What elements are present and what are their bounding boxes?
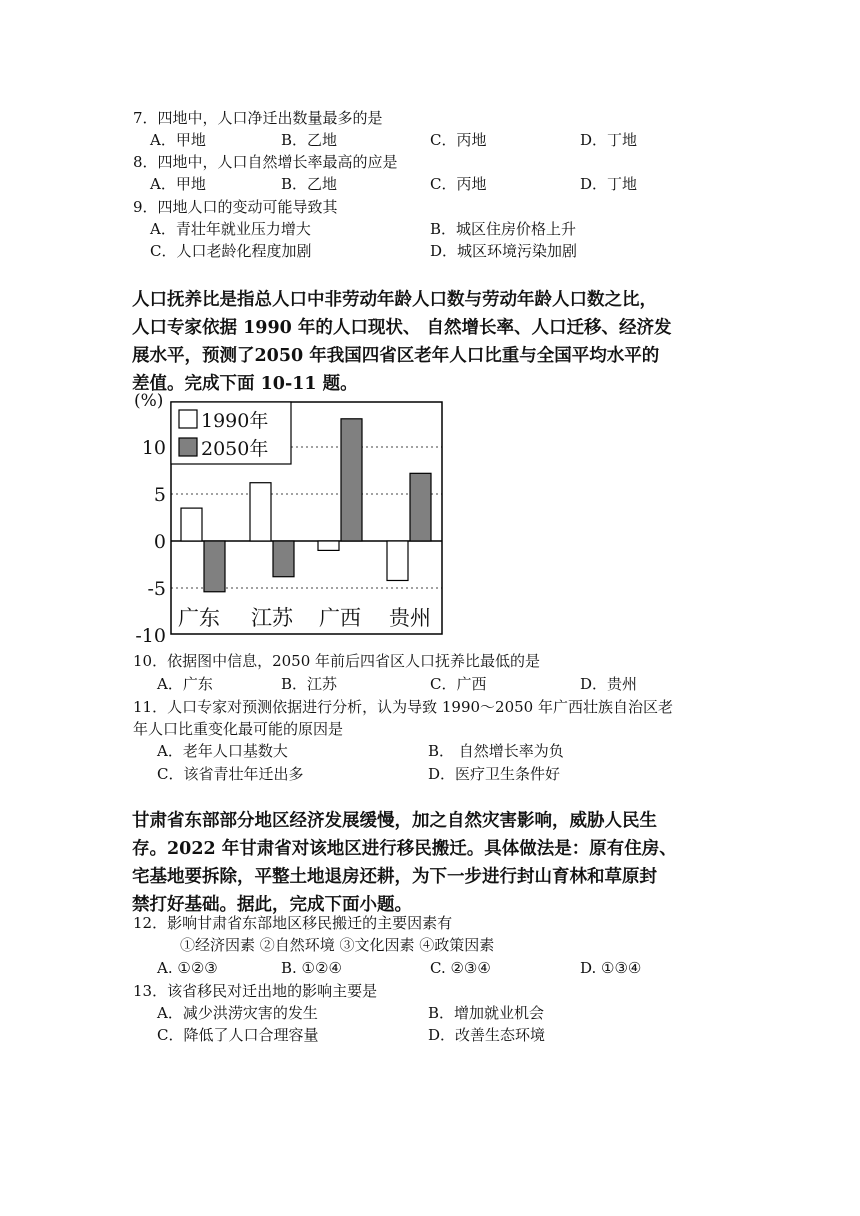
bar-1990 — [318, 541, 339, 550]
q12-stem: 12．影响甘肃省东部地区移民搬迁的主要因素有 — [133, 914, 453, 932]
bar-2050 — [273, 541, 294, 577]
q8-option-d: D．丁地 — [580, 175, 638, 193]
q12-option-c: C. ②③④ — [430, 959, 491, 977]
bar-1990 — [181, 508, 202, 541]
y-tick-label: 10 — [141, 437, 166, 459]
passage1-line-3: 展水平，预测了2050 年我国四省区老年人口比重与全国平均水平的 — [132, 346, 660, 366]
legend-entry: 2050年 — [201, 438, 269, 460]
y-tick-label: 5 — [153, 484, 166, 506]
q13-option-c: C．降低了人口合理容量 — [157, 1026, 319, 1044]
q12-option-d: D. ①③④ — [580, 959, 642, 977]
passage2-line-1: 甘肃省东部部分地区经济发展缓慢，加之自然灾害影响，威胁人民生 — [132, 811, 657, 831]
q9-stem: 9．四地人口的变动可能导致其 — [133, 198, 338, 216]
q8-option-b: B．乙地 — [281, 175, 338, 193]
category-label: 广西 — [319, 606, 361, 630]
legend-swatch — [179, 410, 197, 428]
q11-option-c: C．该省青壮年迁出多 — [157, 765, 304, 783]
q8-option-c: C．丙地 — [430, 175, 487, 193]
q9-option-a: A．青壮年就业压力增大 — [150, 220, 311, 238]
y-tick-label: -5 — [147, 578, 166, 600]
q9-option-d: D．城区环境污染加剧 — [430, 242, 578, 260]
q11-stem: 11．人口专家对预测依据进行分析，认为导致 1990～2050 年广西壮族自治区老 — [133, 698, 673, 716]
q10-option-c: C．广西 — [430, 675, 487, 693]
bar-1990 — [387, 541, 408, 580]
population-ratio-chart — [122, 390, 452, 642]
q7-option-b: B．乙地 — [281, 131, 338, 149]
legend-entry: 1990年 — [201, 410, 269, 432]
passage2-line-3: 宅基地要拆除，平整土地退房还耕，为下一步进行封山育林和草原封 — [132, 867, 657, 887]
bar-2050 — [410, 473, 431, 541]
q13-option-a: A．减少洪涝灾害的发生 — [157, 1004, 318, 1022]
passage2-line-4: 禁打好基础。据此，完成下面小题。 — [132, 895, 412, 915]
q8-stem: 8．四地中，人口自然增长率最高的应是 — [133, 153, 398, 171]
q10-stem: 10．依据图中信息，2050 年前后四省区人口抚养比最低的是 — [133, 652, 541, 670]
q12-option-b: B. ①②④ — [281, 959, 342, 977]
q10-option-d: D．贵州 — [580, 675, 638, 693]
y-tick-label: -10 — [135, 625, 166, 642]
passage1-line-2: 人口专家依据 1990 年的人口现状、 自然增长率、人口迁移、经济发 — [132, 318, 672, 338]
q13-stem: 13．该省移民对迁出地的影响主要是 — [133, 982, 378, 1000]
q13-option-d: D．改善生态环境 — [428, 1026, 546, 1044]
y-tick-label: 0 — [153, 531, 166, 553]
passage2-line-2: 存。2022 年甘肃省对该地区进行移民搬迁。具体做法是：原有住房、 — [132, 839, 677, 859]
q11-option-a: A．老年人口基数大 — [157, 742, 288, 760]
category-label: 广东 — [178, 606, 220, 630]
q9-option-c: C．人口老龄化程度加剧 — [150, 242, 312, 260]
q12-factors: ①经济因素 ②自然环境 ③文化因素 ④政策因素 — [180, 936, 495, 954]
passage1-line-4: 差值。完成下面 10-11 题。 — [132, 374, 358, 394]
q7-option-c: C．丙地 — [430, 131, 487, 149]
y-axis-label: (%) — [134, 391, 164, 411]
q13-option-b: B．增加就业机会 — [428, 1004, 545, 1022]
q10-option-b: B．江苏 — [281, 675, 338, 693]
q9-option-b: B．城区住房价格上升 — [430, 220, 577, 238]
q12-option-a: A. ①②③ — [157, 959, 218, 977]
q8-option-a: A．甲地 — [150, 175, 206, 193]
passage1-line-1: 人口抚养比是指总人口中非劳动年龄人口数与劳动年龄人口数之比， — [132, 290, 657, 310]
bar-1990 — [250, 483, 271, 541]
q10-option-a: A．广东 — [157, 675, 213, 693]
bar-2050 — [204, 541, 225, 592]
q7-option-a: A．甲地 — [150, 131, 206, 149]
q11-option-b: B． 自然增长率为负 — [428, 742, 564, 760]
q11-stem-cont: 年人口比重变化最可能的原因是 — [133, 720, 344, 738]
bar-2050 — [341, 419, 362, 541]
legend-swatch — [179, 438, 197, 456]
q7-option-d: D．丁地 — [580, 131, 638, 149]
q7-stem: 7．四地中，人口净迁出数量最多的是 — [133, 109, 383, 127]
q11-option-d: D．医疗卫生条件好 — [428, 765, 561, 783]
category-label: 江苏 — [251, 606, 293, 630]
category-label: 贵州 — [389, 606, 431, 630]
